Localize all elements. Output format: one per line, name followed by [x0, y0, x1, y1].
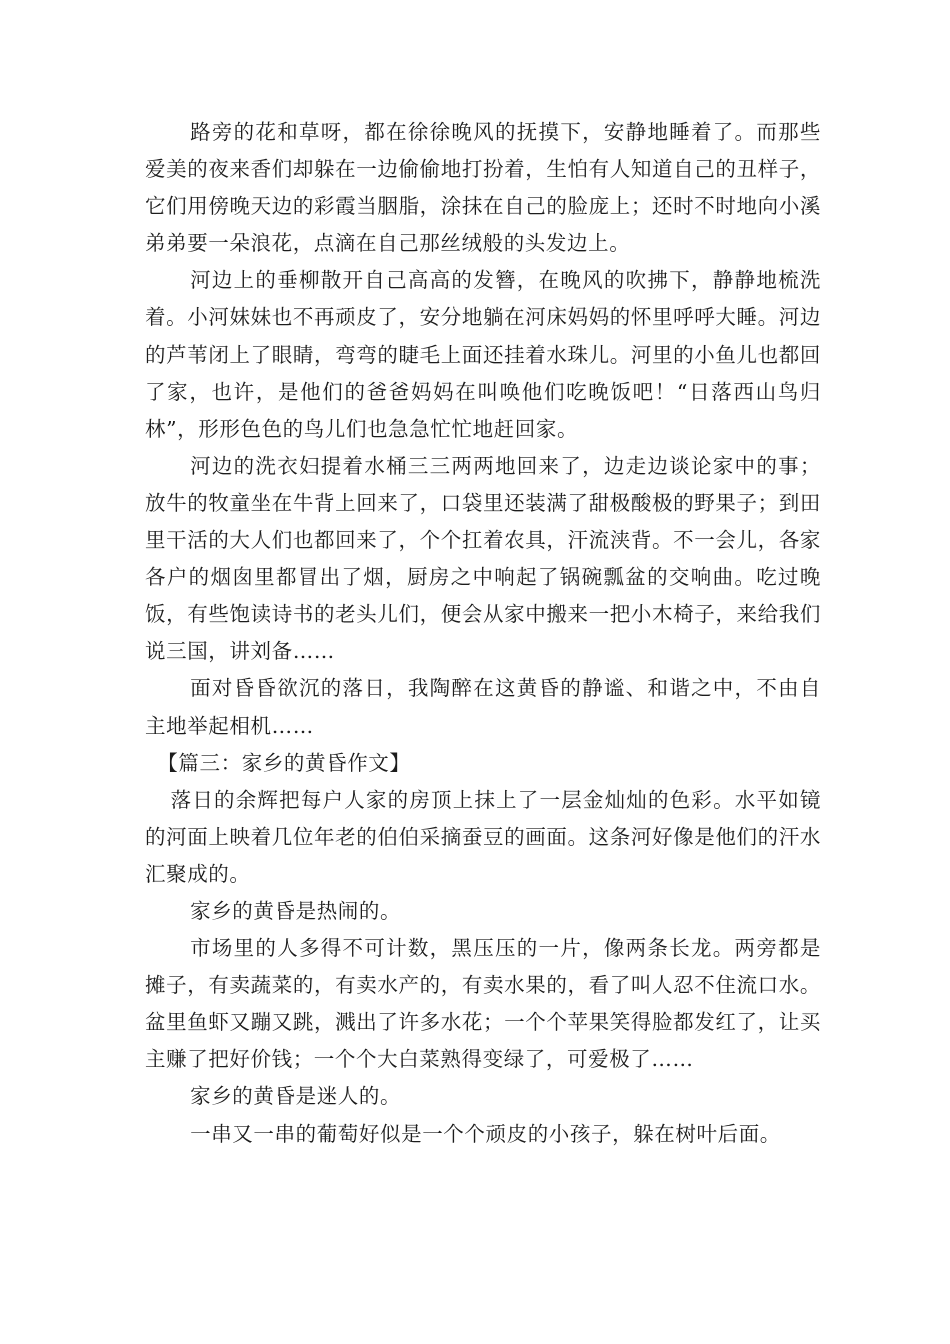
- paragraph-setting-sun: 面对昏昏欲沉的落日，我陶醉在这黄昏的静谧、和谐之中，不由自主地举起相机……: [145, 676, 821, 738]
- paragraph-roadside-flowers: 路旁的花和草呀，都在徐徐晚风的抚摸下，安静地睡着了。而那些爱美的夜来香们却躲在一边偷偷地打扮着，生怕有人知道自己的丑样子，它们用傍晚天边的彩霞当胭脂，涂抹在自己的脸庞上；还时不时地向小溪弟弟要一朵浪花，点滴在自己那丝绒般的头发边上。: [145, 120, 821, 256]
- paragraph-sunset-glow: 落日的余辉把每户人家的房顶上抹上了一层金灿灿的色彩。水平如镜的河面上映着几位年老的伯伯采摘蚕豆的画面。这条河好像是他们的汗水汇聚成的。: [145, 787, 821, 886]
- paragraph-market: 市场里的人多得不可计数，黑压压的一片，像两条长龙。两旁都是摊子，有卖蔬菜的，有卖水产的，有卖水果的，看了叫人忍不住流口水。盆里鱼虾又蹦又跳，溅出了许多水花；一个个苹果笑得脸都发红了，让买主赚了把好价钱；一个个大白菜熟得变绿了，可爱极了……: [145, 936, 821, 1072]
- paragraph-charming-dusk: 家乡的黄昏是迷人的。: [190, 1084, 402, 1109]
- paragraph-villagers-return: 河边的洗衣妇提着水桶三三两两地回来了，边走边谈论家中的事；放牛的牧童坐在牛背上回来了，口袋里还装满了甜极酸极的野果子；到田里干活的大人们也都回来了，个个扛着农具，汗流浃背。不一会儿，各家各户的烟囱里都冒出了烟，厨房之中响起了锅碗瓢盆的交响曲。吃过晚饭，有些饱读诗书的老头儿们，便会从家中搬来一把小木椅子，来给我们说三国，讲刘备……: [145, 453, 821, 664]
- paragraph-lively-dusk: 家乡的黄昏是热闹的。: [190, 898, 402, 923]
- paragraph-grapes: 一串又一串的葡萄好似是一个个顽皮的小孩子，躲在树叶后面。: [190, 1121, 781, 1146]
- essay-body: [145, 114, 821, 1153]
- section-heading: 【篇三：家乡的黄昏作文】: [157, 750, 411, 775]
- paragraph-riverside-willows: 河边上的垂柳散开自己高高的发簪，在晚风的吹拂下，静静地梳洗着。小河妹妹也不再顽皮了，安分地躺在河床妈妈的怀里呼呼大睡。河边的芦苇闭上了眼睛，弯弯的睫毛上面还挂着水珠儿。河里的小鱼儿也都回了家，也许，是他们的爸爸妈妈在叫唤他们吃晚饭吧！“日落西山鸟归林”，形形色色的鸟儿们也急急忙忙地赶回家。: [145, 268, 821, 441]
